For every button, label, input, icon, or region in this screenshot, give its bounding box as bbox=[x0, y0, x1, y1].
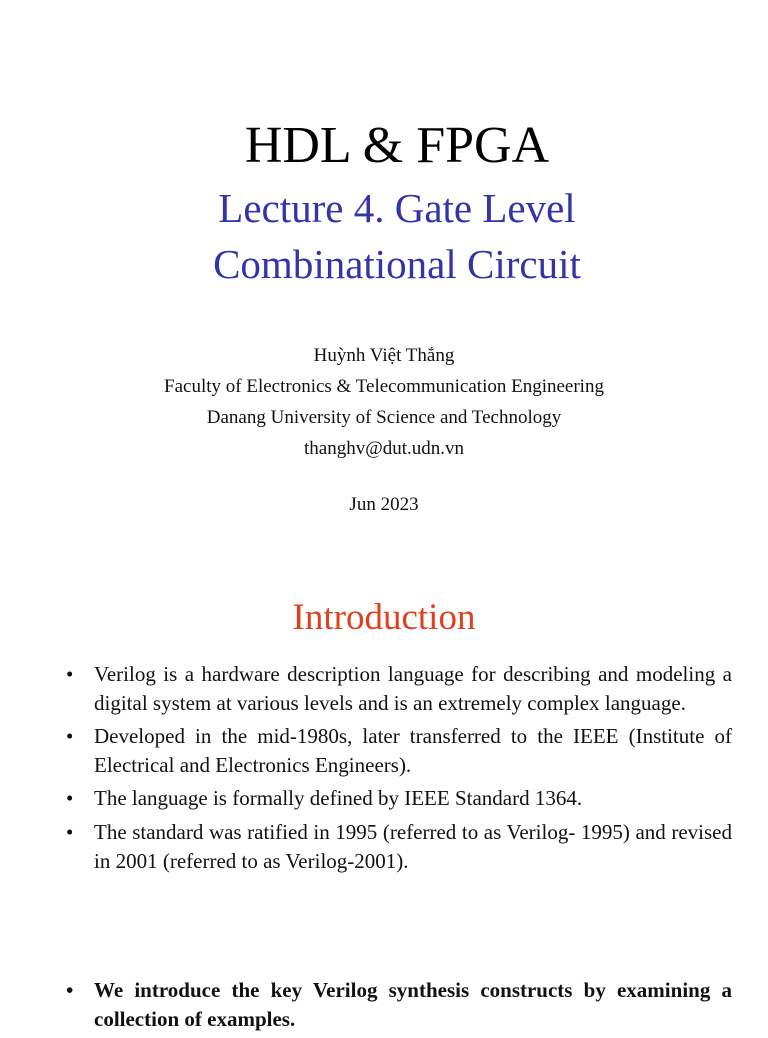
slide-subtitle-line2: Combinational Circuit bbox=[213, 241, 581, 287]
slide-subtitle-line1: Lecture 4. Gate Level bbox=[218, 185, 576, 231]
bold-bullet-list bbox=[94, 976, 732, 1038]
slide-title: HDL & FPGA bbox=[244, 117, 550, 174]
slide-date: Jun 2023 bbox=[349, 494, 419, 515]
section-title: Introduction bbox=[292, 597, 476, 638]
author-email: thanghv@dut.udn.vn bbox=[304, 438, 464, 459]
intro-bullet-list bbox=[94, 660, 732, 880]
bullet-item: • Developed in the mid-1980s, later transferred to the IEEE (Institute of Electrical and Electronics Engineers). bbox=[94, 722, 732, 779]
bullet-item: • Verilog is a hardware description language for describing and modeling a digital system at various levels and is an extremely complex language. bbox=[94, 660, 732, 717]
bullet-item-bold: • We introduce the key Verilog synthesis constructs by examining a collection of examples. bbox=[94, 976, 732, 1033]
author-faculty: Faculty of Electronics & Telecommunication Engineering bbox=[164, 376, 604, 397]
author-name: Huỳnh Việt Thắng bbox=[313, 345, 455, 366]
author-block bbox=[0, 340, 768, 464]
bullet-item: • The standard was ratified in 1995 (referred to as Verilog- 1995) and revised in 2001 (referred to as Verilog-2001). bbox=[94, 818, 732, 875]
author-university: Danang University of Science and Technology bbox=[206, 407, 562, 428]
bullet-item: • The language is formally defined by IEEE Standard 1364. bbox=[94, 784, 732, 813]
